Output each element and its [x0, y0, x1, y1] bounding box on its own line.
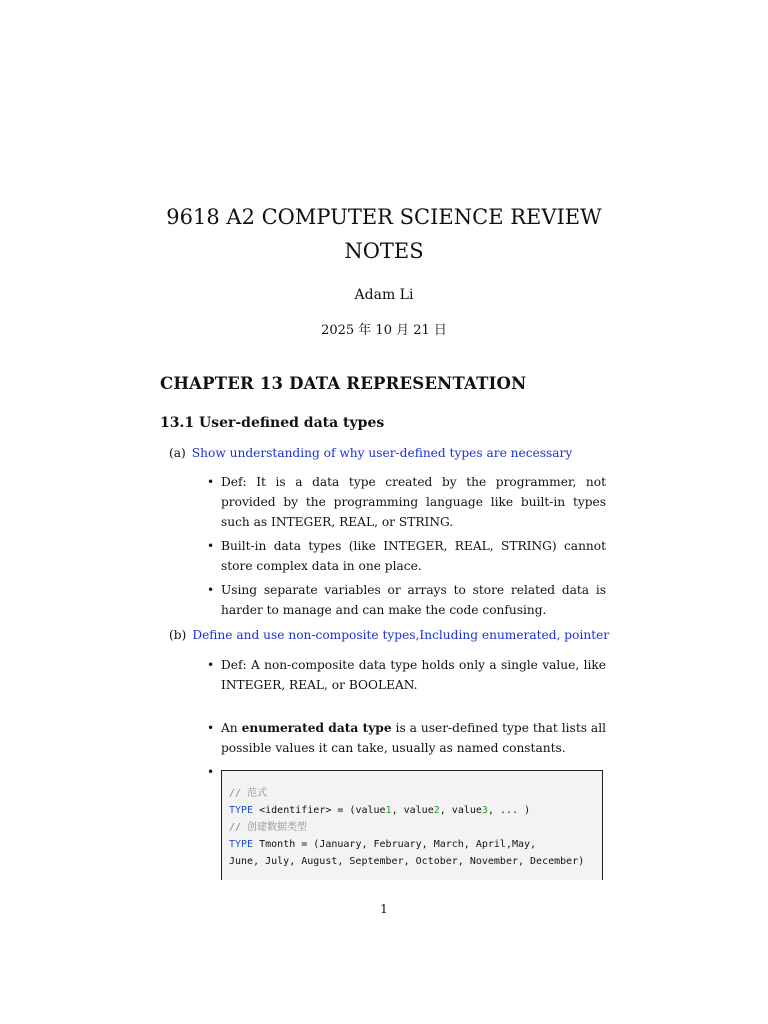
- enumerated-term: enumerated data type: [241, 721, 392, 735]
- list-item: • Built-in data types (like INTEGER, REAL, STRING) cannot store complex data in one place.: [204, 536, 606, 576]
- bullet-icon: •: [207, 475, 215, 489]
- document-title: [130, 200, 638, 268]
- section-heading: 13.1 User-defined data types: [160, 415, 385, 431]
- item-b-link[interactable]: Define and use non-composite types,Including enumerated, pointer: [192, 628, 610, 642]
- code-block: // 范式 TYPE <identifier> = (value1, value2, value3, ... ) // 创建数据类型 TYPE Tmonth = (January, February, March, April,May, June, July, August, September, October, November, December): [221, 770, 603, 880]
- list-item: • Def: A non-composite data type holds only a single value, like INTEGER, REAL, or BOOLEAN.: [204, 655, 606, 695]
- bullet-icon: •: [207, 539, 215, 553]
- item-a-bullet-list: [204, 472, 606, 624]
- item-a-heading: [169, 446, 572, 460]
- list-item: • An enumerated data type is a user-defined type that lists all possible values it can take, usually as named constants.: [204, 718, 606, 758]
- page-number: 1: [380, 902, 388, 916]
- code-comment: // 创建数据类型: [229, 822, 308, 833]
- item-b-heading: [169, 628, 609, 642]
- bullet-icon: •: [207, 721, 215, 735]
- document-date: 2025 年 10 月 21 日: [321, 323, 447, 338]
- title-line-1: 9618 A2 COMPUTER SCIENCE REVIEW: [166, 205, 602, 229]
- bullet-icon: •: [207, 583, 215, 597]
- list-item: • Def: It is a data type created by the programmer, not provided by the programming language like built-in types such as INTEGER, REAL, or STRING.: [204, 472, 606, 532]
- item-b-label: (b): [169, 628, 187, 642]
- code-comment: // 范式: [229, 788, 268, 799]
- chapter-heading: CHAPTER 13 DATA REPRESENTATION: [160, 374, 527, 393]
- item-a-link[interactable]: Show understanding of why user-defined types are necessary: [191, 446, 573, 460]
- title-line-2: NOTES: [344, 239, 424, 263]
- item-b-bullet-list: [204, 655, 606, 699]
- author-name: Adam Li: [354, 287, 414, 303]
- item-b-bullet-list-2: [204, 718, 606, 779]
- item-a-label: (a): [169, 446, 186, 460]
- bullet-icon: •: [207, 765, 215, 779]
- list-item: • Using separate variables or arrays to store related data is harder to manage and can make the code confusing.: [204, 580, 606, 620]
- bullet-icon: •: [207, 658, 215, 672]
